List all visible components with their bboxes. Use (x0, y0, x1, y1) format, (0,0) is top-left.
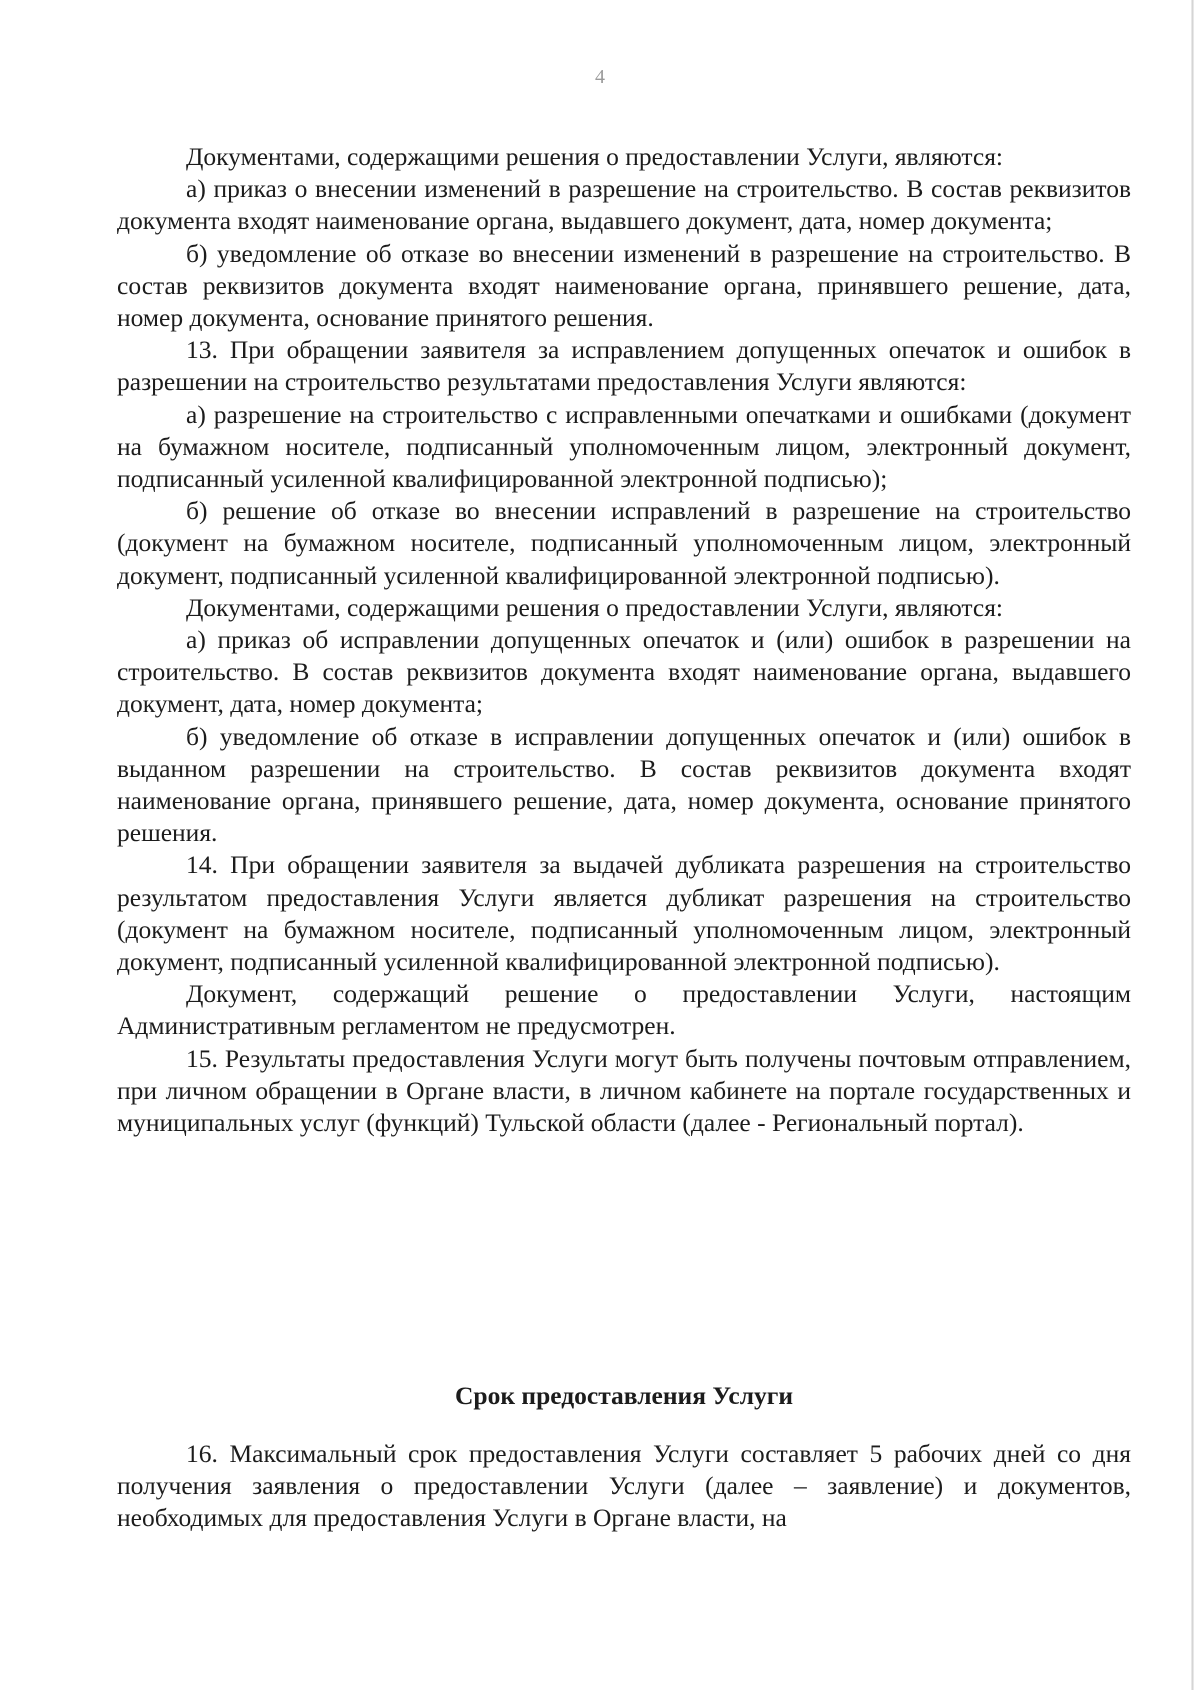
paragraph-clause-16: 16. Максимальный срок предоставления Услуги составляет 5 рабочих дней со дня получения заявления о предоставлении Услуги (далее – заявление) и документов, необходимых для предоставления Услуги в Органе власти, на (117, 1439, 1131, 1533)
paragraph-item-a-corrected-permit: а) разрешение на строительство с исправленными опечатками и ошибками (документ на бумажном носителе, подписанный уполномоченным лицом, электронный документ, подписанный усиленной квалифицированной электронной подписью); (117, 399, 1131, 494)
paragraph-documents-decisions-2: Документами, содержащими решения о предоставлении Услуги, являются: (186, 592, 1004, 622)
paragraph-documents-decisions-1: Документами, содержащими решения о предоставлении Услуги, являются: (186, 142, 1004, 171)
paragraph-item-a-order-corrections: а) приказ об исправлении допущенных опечаток и (или) ошибок в разрешении на строительство. В состав реквизитов документа входят наименование органа, выдавшего документ, дата, номер документа; (117, 625, 1131, 719)
paragraph-item-b-refusal-changes: б) уведомление об отказе во внесении изменений в разрешение на строительство. В состав реквизитов документа входят наименование органа, принявшего решение, дата, номер документа, основание принятого решения. (117, 238, 1131, 333)
paragraph-item-b-refusal-corrections: б) решение об отказе во внесении исправлений в разрешение на строительство (документ на бумажном носителе, подписанный уполномоченным лицом, электронный документ, подписанный усиленной квалифицированной электронной подписью). (117, 496, 1131, 590)
scan-edge-shadow (1191, 0, 1194, 1690)
paragraph-item-b-refusal-notice: б) уведомление об отказе в исправлении допущенных опечаток и (или) ошибок в выданном разрешении на строительство. В состав реквизитов документа входят наименование органа, принявшего решение, дата, номер документа, основание принятого решения. (117, 721, 1131, 848)
paragraph-document-not-provided: Документ, содержащий решение о предоставлении Услуги, настоящим Административным регламентом не предусмотрен. (117, 979, 1131, 1041)
paragraph-item-a-order-changes: а) приказ о внесении изменений в разрешение на строительство. В состав реквизитов документа входят наименование органа, выдавшего документ, дата, номер документа; (117, 174, 1131, 236)
paragraph-clause-13: 13. При обращении заявителя за исправлением допущенных опечаток и ошибок в разрешении на строительство результатами предоставления Услуги являются: (117, 335, 1131, 397)
paragraph-clause-14: 14. При обращении заявителя за выдачей дубликата разрешения на строительство результатом предоставления Услуги является дубликат разрешения на строительство (документ на бумажном носителе, подписанный уполномоченным лицом, электронный документ, подписанный усиленной квалифицированной электронной подписью). (117, 850, 1131, 977)
document-body-continued (117, 1438, 1131, 1535)
section-heading: Срок предоставления Услуги (454, 1381, 794, 1410)
paragraph-clause-15: 15. Результаты предоставления Услуги могут быть получены почтовым отправлением, при личном обращении в Органе власти, в личном кабинете на портале государственных и муниципальных услуг (функций) Тульской области (далее - Региональный портал). (117, 1043, 1131, 1138)
document-body (117, 141, 1131, 1139)
page-number: 4 (595, 66, 605, 88)
